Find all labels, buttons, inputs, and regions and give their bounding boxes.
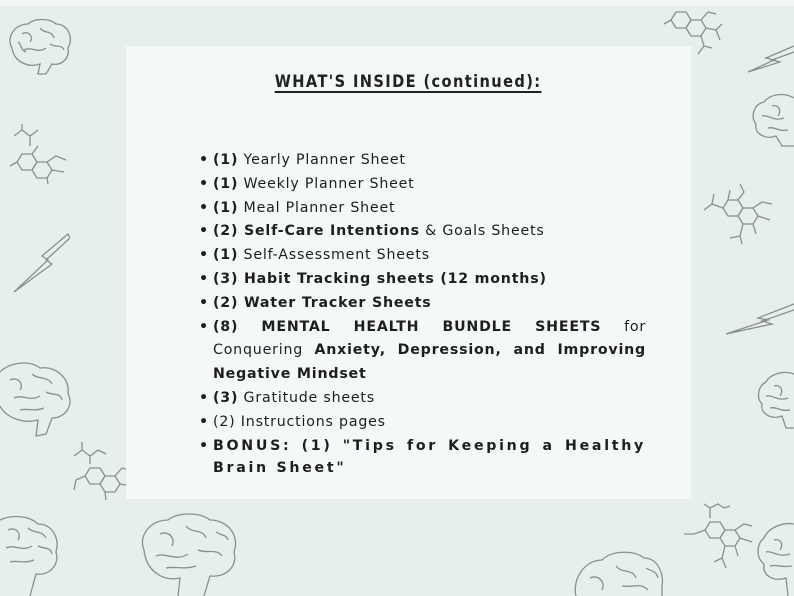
brain-icon bbox=[138, 510, 242, 596]
brain-icon bbox=[0, 514, 60, 596]
list-item: • (1) Yearly Planner Sheet bbox=[204, 149, 646, 173]
lightning-icon bbox=[724, 302, 794, 336]
brain-icon bbox=[0, 358, 76, 444]
brain-icon bbox=[572, 546, 664, 596]
list-item: • (2) Water Tracker Sheets bbox=[204, 292, 646, 316]
list-item: • (3) Habit Tracking sheets (12 months) bbox=[204, 268, 646, 292]
lightning-icon bbox=[12, 232, 70, 294]
list-item: • BONUS: (1) "Tips for Keeping a Healthy Brain Sheet" bbox=[204, 435, 646, 479]
molecule-icon bbox=[700, 180, 778, 246]
contents-list bbox=[204, 149, 646, 479]
list-item: • (1) Meal Planner Sheet bbox=[204, 197, 646, 221]
molecule-icon bbox=[8, 124, 72, 184]
brain-icon bbox=[4, 18, 74, 80]
molecule-icon bbox=[70, 436, 134, 500]
list-item: • (2) Self-Care Intentions & Goals Sheets bbox=[204, 220, 646, 244]
list-item: • (2) Instructions pages bbox=[204, 411, 646, 435]
brain-icon bbox=[748, 90, 794, 148]
list-item: • (1) Self-Assessment Sheets bbox=[204, 244, 646, 268]
content-card bbox=[126, 46, 691, 499]
molecule-icon bbox=[680, 500, 754, 568]
list-item: • (3) Gratitude sheets bbox=[204, 387, 646, 411]
brain-icon bbox=[756, 520, 794, 596]
list-item: • (1) Weekly Planner Sheet bbox=[204, 173, 646, 197]
page-title: WHAT'S INSIDE (continued): bbox=[275, 72, 542, 92]
list-item: • (8) MENTAL HEALTH BUNDLE SHEETS for Conquering Anxiety, Depression, and Improving Negative Mindset bbox=[204, 316, 646, 387]
lightning-icon bbox=[746, 44, 794, 76]
brain-icon bbox=[756, 368, 794, 430]
